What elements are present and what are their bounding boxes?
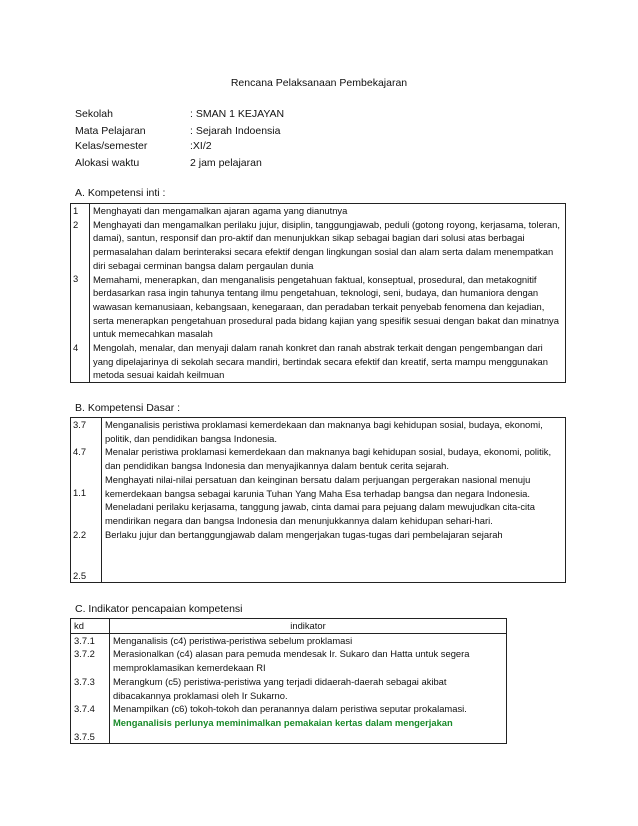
indicator-col-kd-header: kd bbox=[71, 619, 110, 634]
kd-code: 3.7.3 bbox=[74, 675, 95, 687]
basic-competency-texts bbox=[102, 418, 566, 583]
indicator-table bbox=[70, 618, 507, 744]
core-competency-numbers bbox=[71, 204, 90, 383]
row-number: 3.7 bbox=[73, 419, 87, 430]
section-c-heading: C. Indikator pencapaian kompetensi bbox=[75, 603, 243, 615]
document-title: Rencana Pelaksanaan Pembekajaran bbox=[230, 77, 408, 89]
row-number: 2.5 bbox=[73, 569, 87, 581]
indicator-item: Merasionalkan (c4) alasan para pemuda mendesak Ir. Sukaro dan Hatta untuk segera memproklamasikan kemerdekaan RI bbox=[113, 648, 470, 674]
identity-value-subject: : Sejarah Indoensia bbox=[190, 125, 281, 137]
indicator-item: Menampilkan (c6) tokoh-tokoh dan peranannya dalam peristiwa seputar prokalamasi. bbox=[113, 703, 467, 715]
core-competency-item: Memahami, menerapkan, dan menganalisis pengetahuan faktual, konseptual, prosedural, dan metakognitif berdasarkan rasa ingin tahunya tentang ilmu pengetahuan, teknologi, seni, budaya, dan humaniora dengan wawasan kemanusiaan, kebangsaan, kenegaraan, dan peradaban terkait penyebab fenomena dan kejadian, serta menerapkan pengetahuan prosedural pada bidang kajian yang spesifik sesuai dengan bakat dan minatnya untuk memecahkan masalah bbox=[93, 273, 559, 340]
core-competency-item: Menghayati dan mengamalkan ajaran agama yang dianutnya bbox=[93, 205, 348, 216]
identity-value-school: : SMAN 1 KEJAYAN bbox=[190, 108, 285, 120]
row-number: 1 bbox=[73, 205, 79, 216]
row-number: 2 bbox=[73, 218, 79, 230]
identity-label-school: Sekolah bbox=[75, 108, 113, 120]
core-competency-table bbox=[70, 203, 566, 383]
basic-competency-item: Menalar peristiwa proklamasi kemerdekaan dan maknanya bagi kehidupan sosial, budaya, ekonomi, politik, dan pendidikan bangsa Indonesia dan menyajikannya dalam bentuk cerita sejarah. bbox=[105, 446, 552, 472]
identity-label-class: Kelas/semester bbox=[75, 140, 148, 152]
row-number: 1.1 bbox=[73, 487, 87, 499]
basic-competency-item: Berlaku jujur dan bertanggungjawab dalam mengerjakan tugas-tugas dari pembelajaran sejarah bbox=[105, 528, 503, 540]
kd-code: 3.7.5 bbox=[74, 730, 95, 742]
basic-competency-numbers bbox=[71, 418, 102, 583]
basic-competency-item: Menganalisis peristiwa proklamasi kemerdekaan dan maknanya bagi kehidupan sosial, budaya, ekonomi, politik, dan pendidikan bangsa Indonesia. bbox=[105, 419, 543, 444]
basic-competency-item: Meneladani perilaku kerjasama, tanggung jawab, cinta damai para pejuang dalam mewujudkan cita-cita mendirikan negara dan bangsa Indonesia dan menunjukkannya dalam kehidupan sehari-hari. bbox=[105, 501, 535, 526]
core-competency-texts bbox=[90, 204, 566, 383]
kd-code: 3.7.1 bbox=[74, 634, 95, 646]
indicator-item: Merangkum (c5) peristiwa-peristiwa yang terjadi didaerah-daerah sebagai akibat dibacakannya proklamasi oleh Ir Sukarno. bbox=[113, 675, 447, 701]
section-a-heading: A. Kompetensi inti : bbox=[75, 187, 166, 199]
identity-value-time: 2 jam pelajaran bbox=[190, 157, 262, 169]
section-b-heading: B. Kompetensi Dasar : bbox=[75, 402, 181, 414]
identity-label-subject: Mata Pelajaran bbox=[75, 125, 146, 137]
basic-competency-item: Menghayati nilai-nilai persatuan dan keinginan bersatu dalam perjuangan pergerakan nasional menuju kemerdekaan bangsa sebagai karunia Tuhan Yang Maha Esa terhadap bangsa dan negara Indonesia. bbox=[105, 473, 531, 499]
identity-label-time: Alokasi waktu bbox=[75, 157, 140, 169]
row-number: 4 bbox=[73, 341, 79, 353]
indicator-kd-column bbox=[71, 633, 110, 744]
indicator-col-indicator-header: indikator bbox=[110, 619, 507, 634]
indicator-item-highlighted: Menganalisis perlunya meminimalkan pemakaian kertas dalam mengerjakan bbox=[113, 716, 453, 728]
indicator-item: Menganalisis (c4) peristiwa-peristiwa sebelum proklamasi bbox=[113, 634, 353, 646]
kd-code: 3.7.2 bbox=[74, 648, 95, 660]
identity-value-class: :XI/2 bbox=[190, 140, 212, 152]
row-number: 3 bbox=[73, 273, 79, 285]
core-competency-item: Mengolah, menalar, dan menyaji dalam ranah konkret dan ranah abstrak terkait dengan pengembangan dari yang dipelajarinya di sekolah secara mandiri, bertindak secara efektif dan kreatif, serta mampu menggunakan metoda sesuai kaidah keilmuan bbox=[93, 342, 548, 381]
indicator-texts bbox=[110, 633, 507, 744]
core-competency-item: Menghayati dan mengamalkan perilaku jujur, disiplin, tanggungjawab, peduli (gotong royong, kerjasama, toleran, damai), santun, responsif dan pro-aktif dan menunjukkan sikap sebagai bagian dari solusi atas berbagai permasalahan dalam berinteraksi secara efektif dengan lingkungan sosial dan alam serta dalam menempatkan diri sebagai cerminan bangsa dalam pergaulan dunia bbox=[93, 218, 560, 271]
basic-competency-table bbox=[70, 417, 566, 583]
row-number: 2.2 bbox=[73, 528, 87, 540]
row-number: 4.7 bbox=[73, 446, 87, 458]
kd-code: 3.7.4 bbox=[74, 703, 95, 715]
